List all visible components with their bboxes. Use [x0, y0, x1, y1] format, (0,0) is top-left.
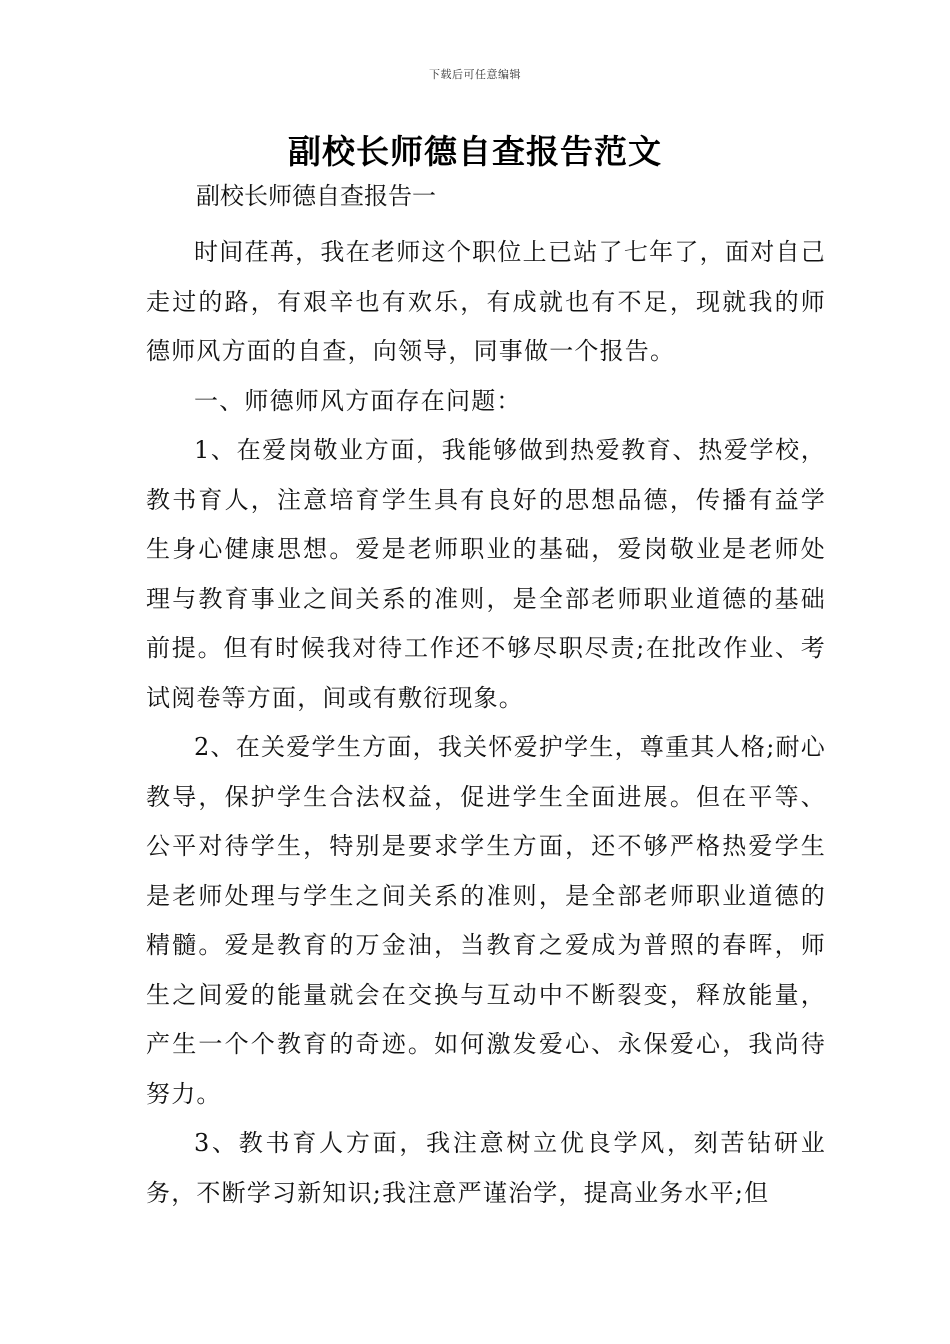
document-body: [146, 228, 826, 1218]
header-note: 下载后可任意编辑: [429, 68, 521, 81]
paragraph-intro: 时间荏苒，我在老师这个职位上已站了七年了，面对自己走过的路，有艰辛也有欢乐，有成就也有不足，现就我的师德师风方面的自查，向领导，同事做一个报告。: [146, 238, 826, 365]
document-title: 副校长师德自查报告范文: [288, 132, 662, 171]
section-heading: 一、师德师风方面存在问题：: [194, 386, 522, 415]
document-subtitle: 副校长师德自查报告一: [196, 182, 436, 210]
paragraph-item-3: 3、教书育人方面，我注意树立优良学风，刻苦钻研业务，不断学习新知识;我注意严谨治学，提高业务水平;但: [146, 1129, 826, 1207]
paragraph-item-2: 2、在关爱学生方面，我关怀爱护学生，尊重其人格;耐心教导，保护学生合法权益，促进学生全面进展。但在平等、公平对待学生，特别是要求学生方面，还不够严格热爱学生是老师处理与学生之间关系的准则，是全部老师职业道德的精髓。爱是教育的万金油，当教育之爱成为普照的春晖，师生之间爱的能量就会在交换与互动中不断裂变，释放能量，产生一个个教育的奇迹。如何激发爱心、永保爱心，我尚待努力。: [146, 733, 826, 1108]
paragraph-item-1: 1、在爱岗敬业方面，我能够做到热爱教育、热爱学校，教书育人，注意培育学生具有良好的思想品德，传播有益学生身心健康思想。爱是老师职业的基础，爱岗敬业是老师处理与教育事业之间关系的准则，是全部老师职业道德的基础前提。但有时候我对待工作还不够尽职尽责;在批改作业、考试阅卷等方面，间或有敷衍现象。: [146, 436, 826, 712]
